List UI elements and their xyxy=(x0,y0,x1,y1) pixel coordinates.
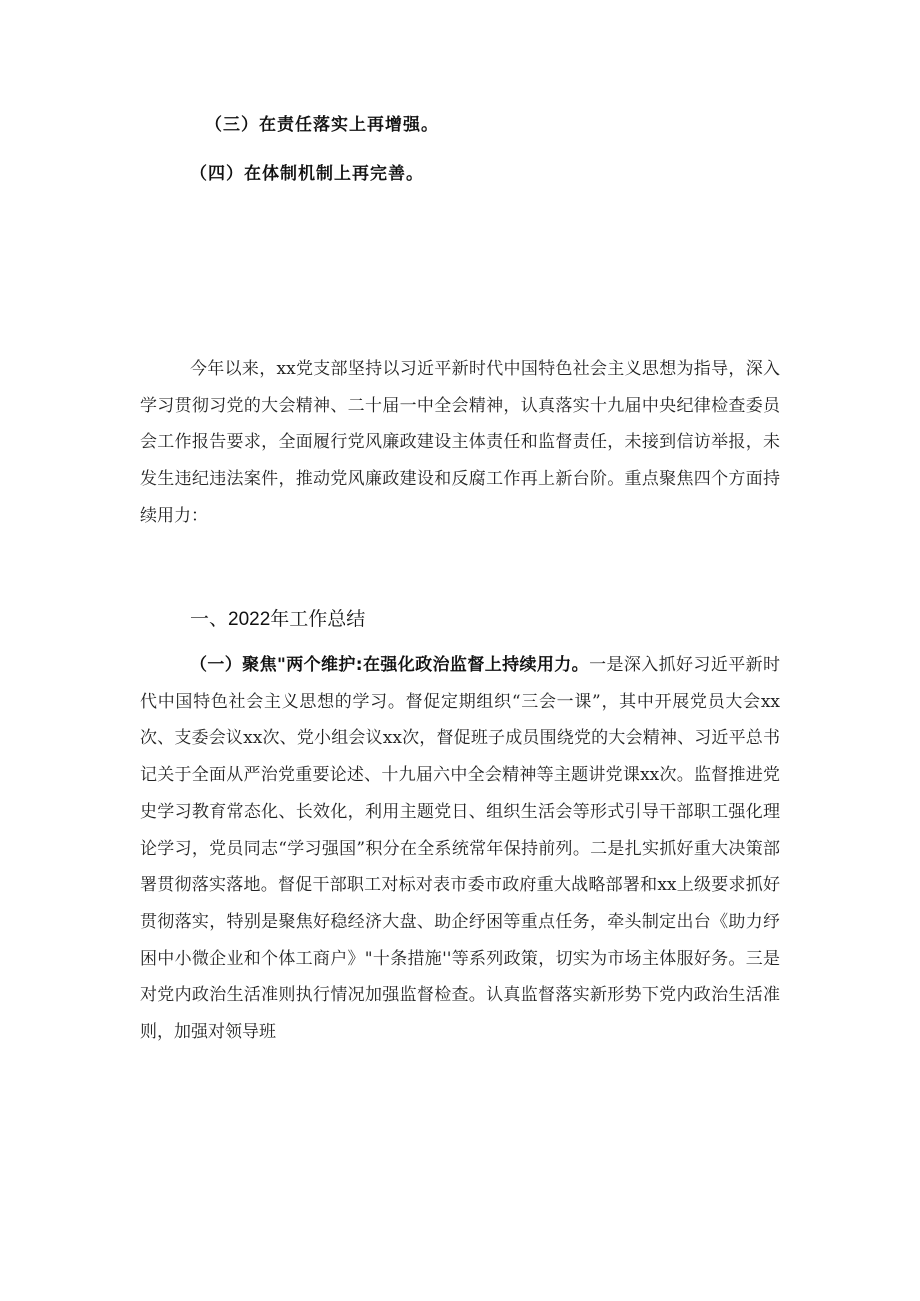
heading-section-3: （三）在责任落实上再增强。 xyxy=(205,115,439,135)
body-paragraph xyxy=(140,647,780,1051)
body-text: 一是深入抓好习近平新时代中国特色社会主义思想的学习。督促定期组织“三会一课”，其中开展党员大会xx次、支委会议xx次、党小组会议xx次，督促班子成员围绕党的大会精神、习近平总书记关于全面从严治党重要论述、十九届六中全会精神等主题讲党课xx次。监督推进党史学习教育常态化、长效化，利用主题党日、组织生活会等形式引导干部职工强化理论学习，党员同志“学习强国”积分在全系统常年保持前列。二是扎实抓好重大决策部署贯彻落实落地。督促干部职工对标对表市委市政府重大战略部署和xx上级要求抓好贯彻落实，特别是聚焦好稳经济大盘、助企纾困等重点任务，牵头制定出台《助力纾困中小微企业和个体工商户》"十条措施''等系列政策，切实为市场主体服好务。三是对党内政治生活准则执行情况加强监督检查。认真监督落实新形势下党内政治生活准则，加强对领导班 xyxy=(140,655,781,1043)
body-lead-heading: （一）聚焦"两个维护:在强化政治监督上持续用力。 xyxy=(190,655,590,675)
intro-paragraph: 今年以来，xx党支部坚持以习近平新时代中国特色社会主义思想为指导，深入学习贯彻习党的大会精神、二十届一中全会精神，认真落实十九届中央纪律检查委员会工作报告要求，全面履行党风廉政建设主体责任和监督责任，未接到信访举报，未发生违纪违法案件，推动党风廉政建设和反腐工作再上新台阶。重点聚焦四个方面持续用力： xyxy=(140,359,780,526)
section-title: 一、2022年工作总结 xyxy=(190,609,366,630)
heading-section-4: （四）在体制机制上再完善。 xyxy=(190,164,424,184)
